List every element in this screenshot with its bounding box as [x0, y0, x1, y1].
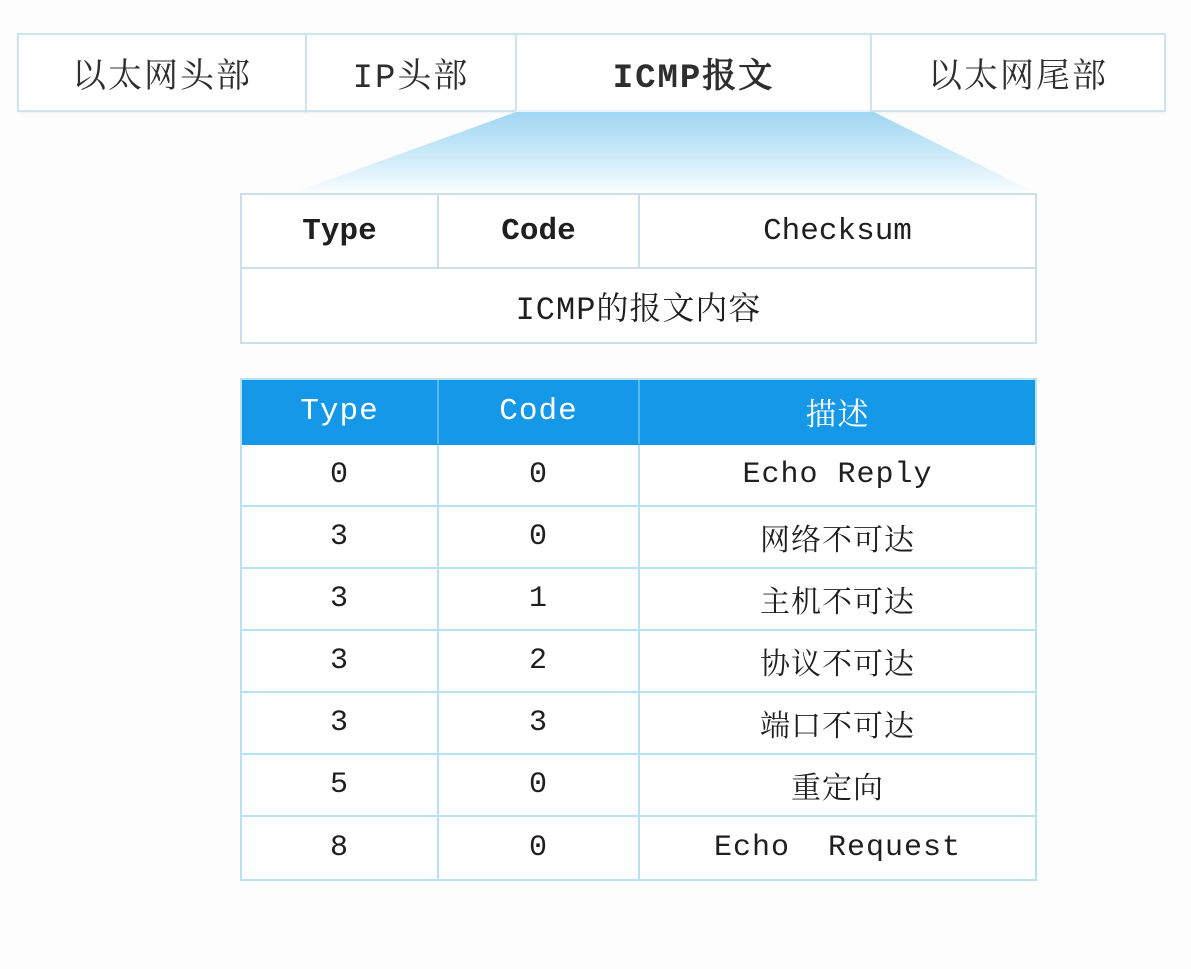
table-row — [242, 507, 1035, 569]
type-column-header: Type — [242, 380, 439, 445]
code-cell: 2 — [439, 631, 640, 693]
structure-header-type: Type — [242, 195, 439, 269]
structure-body-row — [242, 269, 1035, 342]
description-cell: Echo Reply — [640, 445, 1035, 507]
description-cell: 重定向 — [640, 755, 1035, 817]
table-row — [242, 755, 1035, 817]
description-cell: 协议不可达 — [640, 631, 1035, 693]
frame-segment-ip-header — [305, 33, 517, 112]
table-row — [242, 631, 1035, 693]
code-cell: 1 — [439, 569, 640, 631]
code-cell: 0 — [439, 507, 640, 569]
table-row — [242, 693, 1035, 755]
ethernet-frame-row — [17, 33, 1170, 112]
type-cell: 0 — [242, 445, 439, 507]
frame-segment-label: 以太网尾部 — [928, 59, 1108, 98]
description-cell: Echo Request — [640, 817, 1035, 879]
table-row — [242, 569, 1035, 631]
description-cell: 端口不可达 — [640, 693, 1035, 755]
structure-header-code: Code — [439, 195, 640, 269]
structure-header-row — [242, 195, 1035, 269]
frame-segment-label: 以太网头部 — [72, 59, 252, 98]
code-column-header: Code — [439, 380, 640, 445]
expansion-funnel-shape — [0, 111, 1191, 193]
type-cell: 8 — [242, 817, 439, 879]
code-cell: 3 — [439, 693, 640, 755]
icmp-header-structure-table — [240, 193, 1037, 344]
description-cell: 网络不可达 — [640, 507, 1035, 569]
type-cell: 5 — [242, 755, 439, 817]
type-cell: 3 — [242, 569, 439, 631]
description-cell: 主机不可达 — [640, 569, 1035, 631]
code-cell: 0 — [439, 817, 640, 879]
code-cell: 0 — [439, 755, 640, 817]
type-table-header-row — [242, 380, 1035, 445]
structure-header-checksum: Checksum — [640, 195, 1035, 269]
type-cell: 3 — [242, 631, 439, 693]
table-row — [242, 445, 1035, 507]
frame-segment-icmp-message — [515, 33, 872, 112]
type-cell: 3 — [242, 507, 439, 569]
table-row — [242, 817, 1035, 879]
type-cell: 3 — [242, 693, 439, 755]
frame-segment-ethernet-header — [17, 33, 307, 112]
icmp-content-cell: ICMP的报文内容 — [242, 269, 1035, 342]
frame-segment-ethernet-trailer — [870, 33, 1166, 112]
description-column-header: 描述 — [640, 380, 1035, 445]
frame-segment-label: ICMP报文 — [612, 59, 775, 98]
frame-segment-label: IP头部 — [352, 59, 470, 98]
icmp-type-code-table — [240, 378, 1037, 881]
code-cell: 0 — [439, 445, 640, 507]
